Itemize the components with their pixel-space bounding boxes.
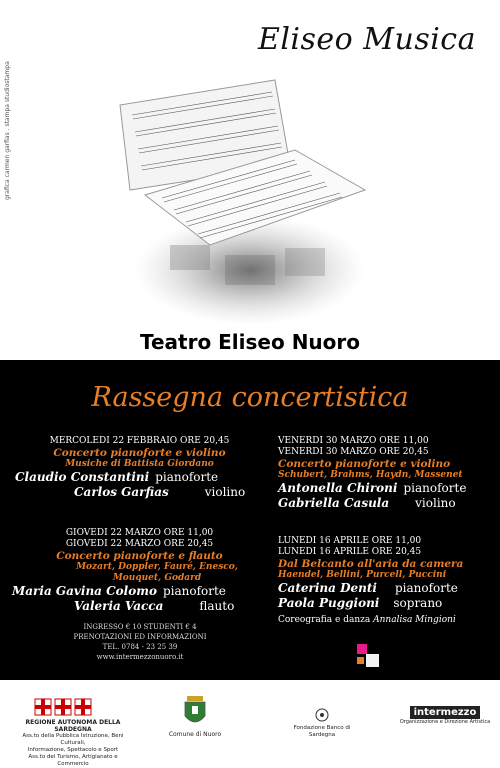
performer-instrument: pianoforte bbox=[155, 470, 219, 484]
sardegna-flags-icon bbox=[33, 698, 113, 716]
concert-program: Schubert, Brahms, Haydn, Massenet bbox=[278, 470, 463, 480]
print-credits: grafica carmen garfias . stampa studiostampa bbox=[4, 61, 11, 200]
sardegna-logo bbox=[18, 698, 128, 768]
sponsor-footer bbox=[0, 680, 500, 767]
performer bbox=[278, 581, 493, 596]
concert-date: VENERDI 30 MARZO ORE 20,45 bbox=[278, 447, 429, 457]
performer bbox=[278, 496, 493, 511]
concert-2 bbox=[12, 528, 267, 614]
performer bbox=[12, 584, 267, 599]
performer-name: Valeria Vacca bbox=[74, 599, 164, 613]
concert-program: Haendel, Bellini, Purcell, Puccini bbox=[278, 570, 447, 580]
city-crest-icon bbox=[182, 694, 208, 728]
intermezzo-wordmark: intermezzo bbox=[410, 706, 481, 719]
performer-name: Claudio Constantini bbox=[15, 470, 150, 484]
performer-instrument: violino bbox=[415, 496, 456, 510]
performer-instrument: violino bbox=[204, 485, 246, 499]
intermezzo-caption: Organizzazione e Direzione Artistica bbox=[399, 719, 491, 725]
concert-4 bbox=[278, 536, 493, 626]
performer-name: Maria Gavina Colomo bbox=[12, 584, 157, 598]
sheet-music-illustration bbox=[100, 70, 400, 330]
performer bbox=[12, 599, 267, 614]
performer-instrument: pianoforte bbox=[162, 584, 226, 598]
booking-label: PRENOTAZIONI ED INFORMAZIONI bbox=[73, 633, 207, 641]
ticket-info bbox=[0, 622, 280, 662]
brand-title: Eliseo Musica bbox=[257, 22, 476, 57]
concert-3 bbox=[278, 436, 493, 511]
ticket-prices: INGRESSO € 10 STUDENTI € 4 bbox=[83, 623, 197, 631]
performer-name: Antonella Chironi bbox=[278, 481, 398, 495]
performer-name: Gabriella Casula bbox=[278, 496, 390, 510]
choreography-note bbox=[278, 615, 493, 626]
series-title: Rassegna concertistica bbox=[91, 382, 409, 413]
phone-number: TEL. 0784 - 23 25 39 bbox=[102, 643, 178, 651]
performer bbox=[278, 481, 493, 496]
performer-instrument: pianoforte bbox=[394, 581, 458, 595]
sardegna-dept-3: Ass.to del Turismo, Artigianato e Commercio bbox=[28, 754, 118, 767]
website-link[interactable]: www.intermezzonuoro.it bbox=[96, 653, 184, 661]
performer-name: Caterina Denti bbox=[278, 581, 377, 595]
venue-title: Teatro Eliseo Nuoro bbox=[139, 330, 361, 354]
concert-title: Concerto pianoforte e violino bbox=[53, 447, 226, 459]
program-section bbox=[0, 360, 500, 680]
concert-program: Mozart, Doppler, Fauré, Enesco, Mouquet, Godard bbox=[76, 562, 238, 583]
sardegna-name: REGIONE AUTONOMA DELLA SARDEGNA bbox=[25, 719, 121, 733]
intermezzo-logo bbox=[396, 706, 494, 726]
performer-instrument: soprano bbox=[393, 596, 443, 610]
performer bbox=[278, 596, 493, 611]
performer-name: Carlos Garfias bbox=[74, 485, 169, 499]
concert-date: LUNEDI 16 APRILE ORE 20,45 bbox=[278, 547, 422, 557]
performer bbox=[12, 485, 267, 500]
concert-date: GIOVEDI 22 MARZO ORE 11,00 bbox=[65, 528, 214, 538]
sardegna-dept-2: Informazione, Spettacolo e Sport bbox=[27, 747, 119, 753]
sardegna-dept-1: Ass.to della Pubblica Istruzione, Beni Culturali, bbox=[22, 733, 124, 746]
fondazione-emblem-icon bbox=[315, 708, 329, 722]
fondazione-name: Fondazione Banco di Sardegna bbox=[293, 725, 351, 738]
comune-name: Comune di Nuoro bbox=[168, 731, 222, 738]
concert-title: Concerto pianoforte e flauto bbox=[56, 550, 223, 562]
performer bbox=[12, 470, 267, 485]
fondazione-logo bbox=[282, 708, 362, 739]
concert-date: MERCOLEDI 22 FEBBRAIO ORE 20,45 bbox=[49, 436, 230, 446]
concert-1 bbox=[12, 436, 267, 500]
performer-name: Paola Puggioni bbox=[278, 596, 380, 610]
concert-title: Dal Belcanto all'aria da camera bbox=[278, 558, 464, 570]
concert-date: LUNEDI 16 APRILE ORE 11,00 bbox=[278, 536, 422, 546]
concert-date: GIOVEDI 22 MARZO ORE 20,45 bbox=[65, 539, 214, 549]
performer-instrument: flauto bbox=[199, 599, 235, 613]
concert-program: Musiche di Battista Giordano bbox=[65, 459, 214, 469]
concert-date: VENERDI 30 MARZO ORE 11,00 bbox=[278, 436, 429, 446]
choreography-label: Coreografia e danza bbox=[278, 615, 371, 625]
comune-logo bbox=[160, 694, 230, 738]
concert-title: Concerto pianoforte e violino bbox=[278, 458, 451, 470]
choreographer-name: Annalisa Mingioni bbox=[373, 615, 456, 625]
poster-top bbox=[0, 0, 500, 360]
performer-instrument: pianoforte bbox=[403, 481, 467, 495]
